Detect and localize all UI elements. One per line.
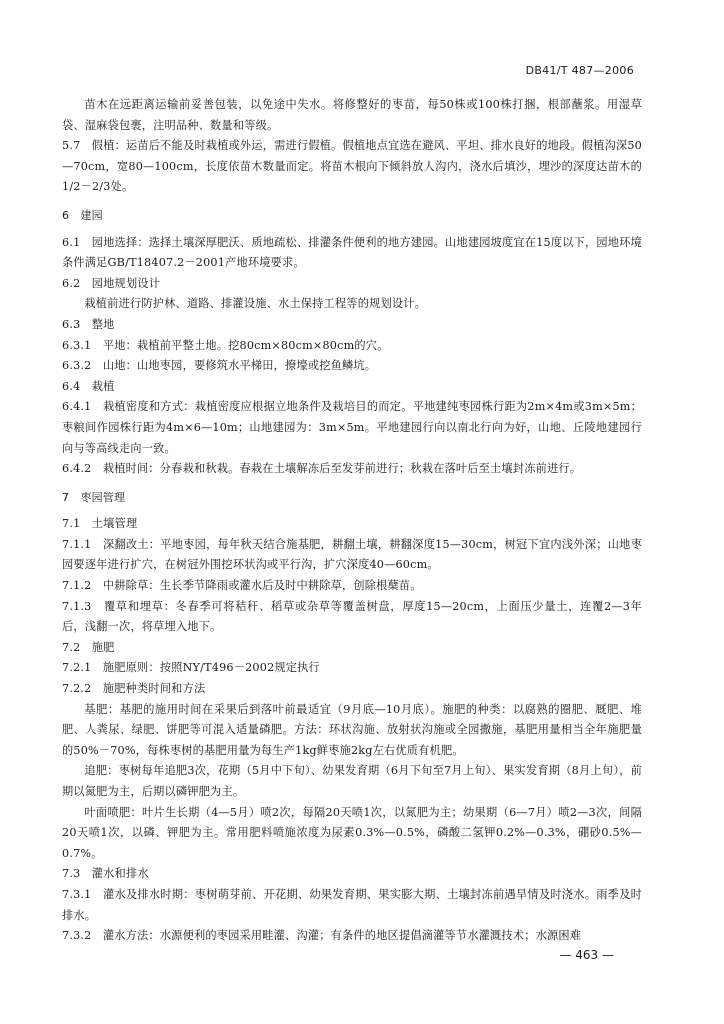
- paragraph: 6.3 整地: [62, 317, 115, 331]
- paragraph: 6.4.1 栽植密度和方式：栽植密度应根据立地条件及栽培目的而定。平地建纯枣园株行距为2m×4m或3m×5m；枣粮间作园株行距为4m×6—10m；山地建园为：3m×5m。平地建园行向以南北行向为好，山地、丘陵地建园行向与等高线走向一致。: [62, 400, 642, 455]
- paragraph: 7.2 施肥: [62, 640, 115, 654]
- paragraph: 5.7 假植：运苗后不能及时栽植或外运，需进行假植。假植地点宜选在避风、平坦、排水良好的地段。假植沟深50—70cm，宽80—100cm，长度依苗木数量而定。将苗木根向下倾斜放人沟内，浇水后填沙，埋沙的深度达苗木的1/2－2/3处。: [62, 139, 642, 194]
- paragraph: 6.4.2 栽植时间：分春栽和秋栽。春栽在土壤解冻后至发芽前进行；秋栽在落叶后至土壤封冻前进行。: [62, 462, 582, 476]
- paragraph: 6.4 栽植: [62, 379, 115, 393]
- paragraph: 7.1 土壤管理: [62, 517, 138, 531]
- paragraph: 7.1.2 中耕除草：生长季节降雨或灌水后及时中耕除草，创除根蘖苗。: [62, 579, 422, 593]
- paragraph: 追肥：枣树每年追肥3次，花期（5月中下旬）、幼果发育期（6月下旬至7月上旬）、果实发育期（8月上旬），前期以氮肥为主，后期以磷钾肥为主。: [62, 764, 642, 798]
- paragraph: 栽植前进行防护林、道路、排灌设施、水土保持工程等的规划设计。: [84, 297, 427, 311]
- paragraph: 7.1.1 深翻改土：平地枣园，每年秋天结合施基肥，耕翻土壤，耕翻深度15—30cm，树冠下宜内浅外深；山地枣园要逐年进行扩穴，在树冠外围挖环状沟或平行沟，扩穴深度40—60cm。: [62, 537, 642, 572]
- paragraph: 7.3.1 灌水及排水时期：枣树萌芽前、开花期、幼果发育期、果实膨大期、土壤封冻前遇旱情及时浇水。雨季及时排水。: [62, 887, 642, 922]
- section-heading: 7 枣园管理: [62, 490, 126, 504]
- paragraph: 苗木在远距离运输前妥善包装，以免途中失水。将修整好的枣苗，每50株或100株打捆，根部蘸浆。用湿草袋、湿麻袋包裹，注明品种、数量和等级。: [62, 98, 642, 132]
- paragraph: 7.2.2 施肥种类时间和方法: [62, 682, 206, 696]
- document-body: [62, 95, 642, 947]
- paragraph: 基肥：基肥的施用时间在采果后到落叶前最适宜（9月底—10月底）。施肥的种类：以腐熟的圈肥、厩肥、堆肥、人粪尿、绿肥、饼肥等可混入适量磷肥。方法：环状沟施、放射状沟施或全园撒施，基肥用量相当全年施肥量的50%－70%，每株枣树的基肥用量为每生产1kg鲜枣施2kg左右优质有机肥。: [62, 702, 642, 757]
- page-number: — 463 —: [559, 948, 614, 962]
- section-heading: 6 建园: [62, 208, 103, 222]
- paragraph: 7.3.2 灌水方法：水源便利的枣园采用畦灌、沟灌；有条件的地区提倡滴灌等节水灌溉技术；水源困难: [62, 929, 582, 943]
- document-id-header: DB41/T 487—2006: [525, 64, 634, 77]
- paragraph: 7.3 灌水和排水: [62, 867, 149, 881]
- paragraph: 6.3.1 平地：栽植前平整土地。挖80cm×80cm×80cm的穴。: [62, 338, 389, 352]
- paragraph: 6.2 园地规划设计: [62, 276, 161, 290]
- paragraph: 6.3.2 山地：山地枣园，要修筑水平梯田，撩壕或挖鱼鳞坑。: [62, 359, 377, 373]
- paragraph: 6.1 园地选择：选择土壤深厚肥沃、质地疏松、排灌条件便利的地方建园。山地建园坡度宜在15度以下，园地环境条件满足GB/T18407.2－2001产地环境要求。: [62, 235, 642, 270]
- paragraph: 叶面喷肥：叶片生长期（4—5月）喷2次，每隔20天喷1次，以氮肥为主；幼果期（6—7月）喷2—3次，间隔20天喷1次，以磷、钾肥为主。常用肥料喷施浓度为尿素0.3%—0.5%，磷酸二氢钾0.2%—0.3%，硼砂0.5%—0.7%。: [62, 805, 642, 860]
- paragraph: 7.1.3 覆草和埋草：冬春季可将秸秆、稻草或杂草等覆盖树盘，厚度15—20cm，上面压少量土，连覆2—3年后，浅翻一次，将草埋入地下。: [62, 599, 642, 634]
- paragraph: 7.2.1 施肥原则：按照NY/T496－2002规定执行: [62, 661, 320, 675]
